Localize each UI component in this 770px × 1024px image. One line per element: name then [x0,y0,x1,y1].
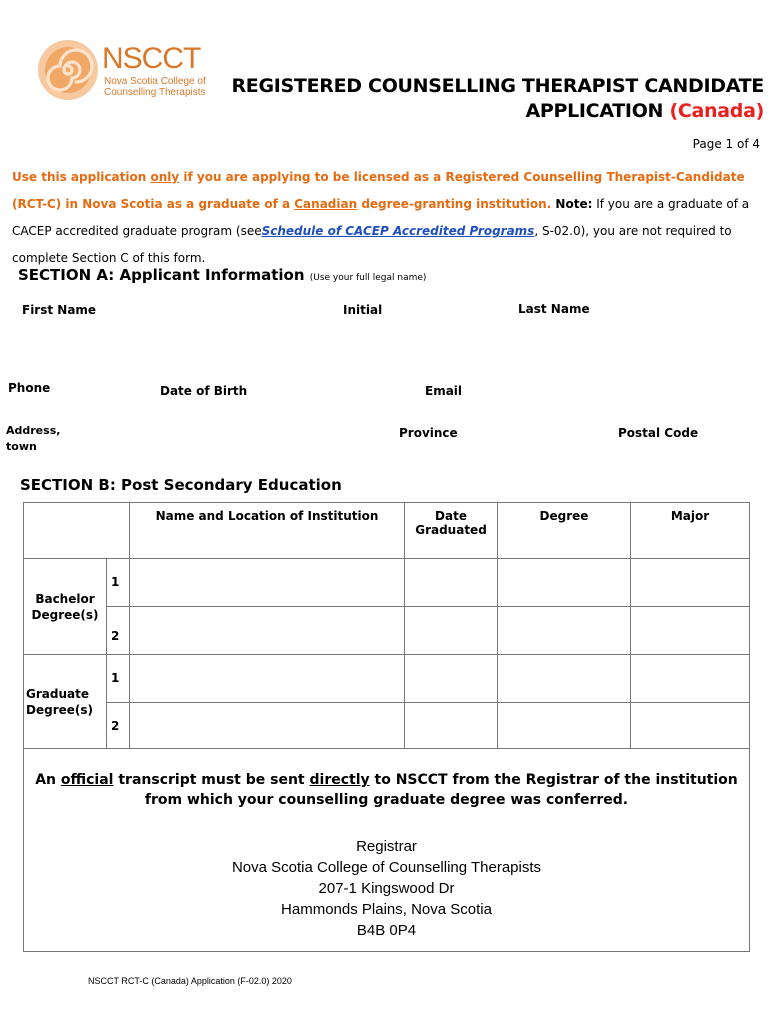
header-date-graduated [405,503,498,559]
header-institution: Name and Location of Institution [130,503,405,559]
intro-text-1: Use this application [12,170,151,184]
education-table [23,502,750,749]
row-number: 1 [107,559,130,607]
official-line2: from which your counselling graduate degree was conferred. [144,792,629,808]
intro-text-3: if you are applying to be licensed as a Registered Counselling Therapist-Candidate (RCT-C) in Nova Scotia as a graduate of a [12,170,745,211]
address-line4: Hammonds Plains, Nova Scotia [281,901,492,918]
intro-note: Note: [555,197,593,211]
major-cell[interactable] [631,703,750,749]
section-b-title: SECTION B: Post Secondary Education [20,476,342,494]
official-text-e: to NSCCT from the Registrar of the institution [369,772,738,788]
cacep-schedule-link[interactable]: Schedule of CACEP Accredited Programs [261,224,535,238]
postal-code-label: Postal Code [618,426,699,440]
title-canada: (Canada) [669,100,764,122]
official-text-a: An [35,772,61,788]
email-label: Email [425,384,463,398]
date-cell[interactable] [405,655,498,703]
intro-text-canadian: Canadian [294,197,358,211]
nscct-logo [36,38,216,108]
institution-cell[interactable] [130,703,405,749]
major-cell[interactable] [631,655,750,703]
page-title [204,74,764,124]
official-text-directly: directly [309,772,370,788]
official-transcript-notice [23,770,750,810]
address-line2: Nova Scotia College of Counselling Therapists [231,859,542,876]
degree-cell[interactable] [498,607,631,655]
phone-label: Phone [8,381,51,395]
address-label-line1: Address, [6,424,61,437]
row-number: 2 [107,703,130,749]
title-application: APPLICATION [525,100,664,122]
official-text-c: transcript must be sent [113,772,310,788]
form-footer: NSCCT RCT-C (Canada) Application (F-02.0) 2020 [88,976,292,986]
table-row [24,703,750,749]
dob-label: Date of Birth [160,384,248,398]
registrar-address [23,836,750,941]
address-line5: B4B 0P4 [356,922,417,939]
logo-subtitle-line2: Counselling Therapists [104,87,206,98]
table-row [24,559,750,607]
address-label-line2: town [6,440,37,453]
title-line1: REGISTERED COUNSELLING THERAPIST CANDIDATE [231,75,764,97]
intro-text-6: If you are a graduate of a CACEP accredited graduate program (see [12,197,750,238]
first-name-label: First Name [22,303,97,317]
header-blank-cell [24,503,130,559]
province-label: Province [399,426,458,440]
row-number: 1 [107,655,130,703]
major-cell[interactable] [631,607,750,655]
graduate-label-line2: Degree(s) [26,702,93,717]
date-cell[interactable] [405,607,498,655]
date-cell[interactable] [405,703,498,749]
address-label [6,423,60,455]
bachelor-label-line2: Degree(s) [31,607,99,622]
section-a-heading [18,266,426,284]
logo-subtitle [104,76,206,98]
institution-cell[interactable] [130,607,405,655]
address-line3: 207-1 Kingswood Dr [318,880,455,897]
graduate-degrees-label [24,655,107,749]
logo-brand-text: NSCCT [102,42,201,75]
header-date-line2: Graduated [415,523,487,537]
section-a-title: SECTION A: Applicant Information [18,266,305,284]
official-line1 [23,770,750,790]
degree-cell[interactable] [498,703,631,749]
bachelor-label-line1: Bachelor [35,591,95,606]
institution-cell[interactable] [130,559,405,607]
graduate-label-line1: Graduate [26,686,89,701]
intro-text-only: only [150,170,180,184]
header-degree: Degree [498,503,631,559]
initial-label: Initial [343,303,383,317]
bachelor-degrees-label [24,559,107,655]
table-row [24,655,750,703]
address-line1: Registrar [356,838,417,855]
major-cell[interactable] [631,559,750,607]
intro-text-5: degree-granting institution. [357,197,556,211]
table-row [24,607,750,655]
title-line2 [204,99,764,124]
header-date-line1: Date [435,509,467,523]
section-a-note: (Use your full legal name) [309,273,427,283]
row-number: 2 [107,607,130,655]
intro-paragraph [12,164,764,272]
institution-cell[interactable] [130,655,405,703]
last-name-label: Last Name [518,302,590,316]
degree-cell[interactable] [498,655,631,703]
date-cell[interactable] [405,559,498,607]
table-header-row [24,503,750,559]
degree-cell[interactable] [498,559,631,607]
header-major: Major [631,503,750,559]
intro-text-7: , S-02.0), you are not required to complete Section C of this form. [12,224,732,265]
page-number: Page 1 of 4 [692,137,760,151]
official-text-official: official [60,772,114,788]
logo-subtitle-line1: Nova Scotia College of [104,76,206,87]
spiral-logo-icon [36,38,100,102]
